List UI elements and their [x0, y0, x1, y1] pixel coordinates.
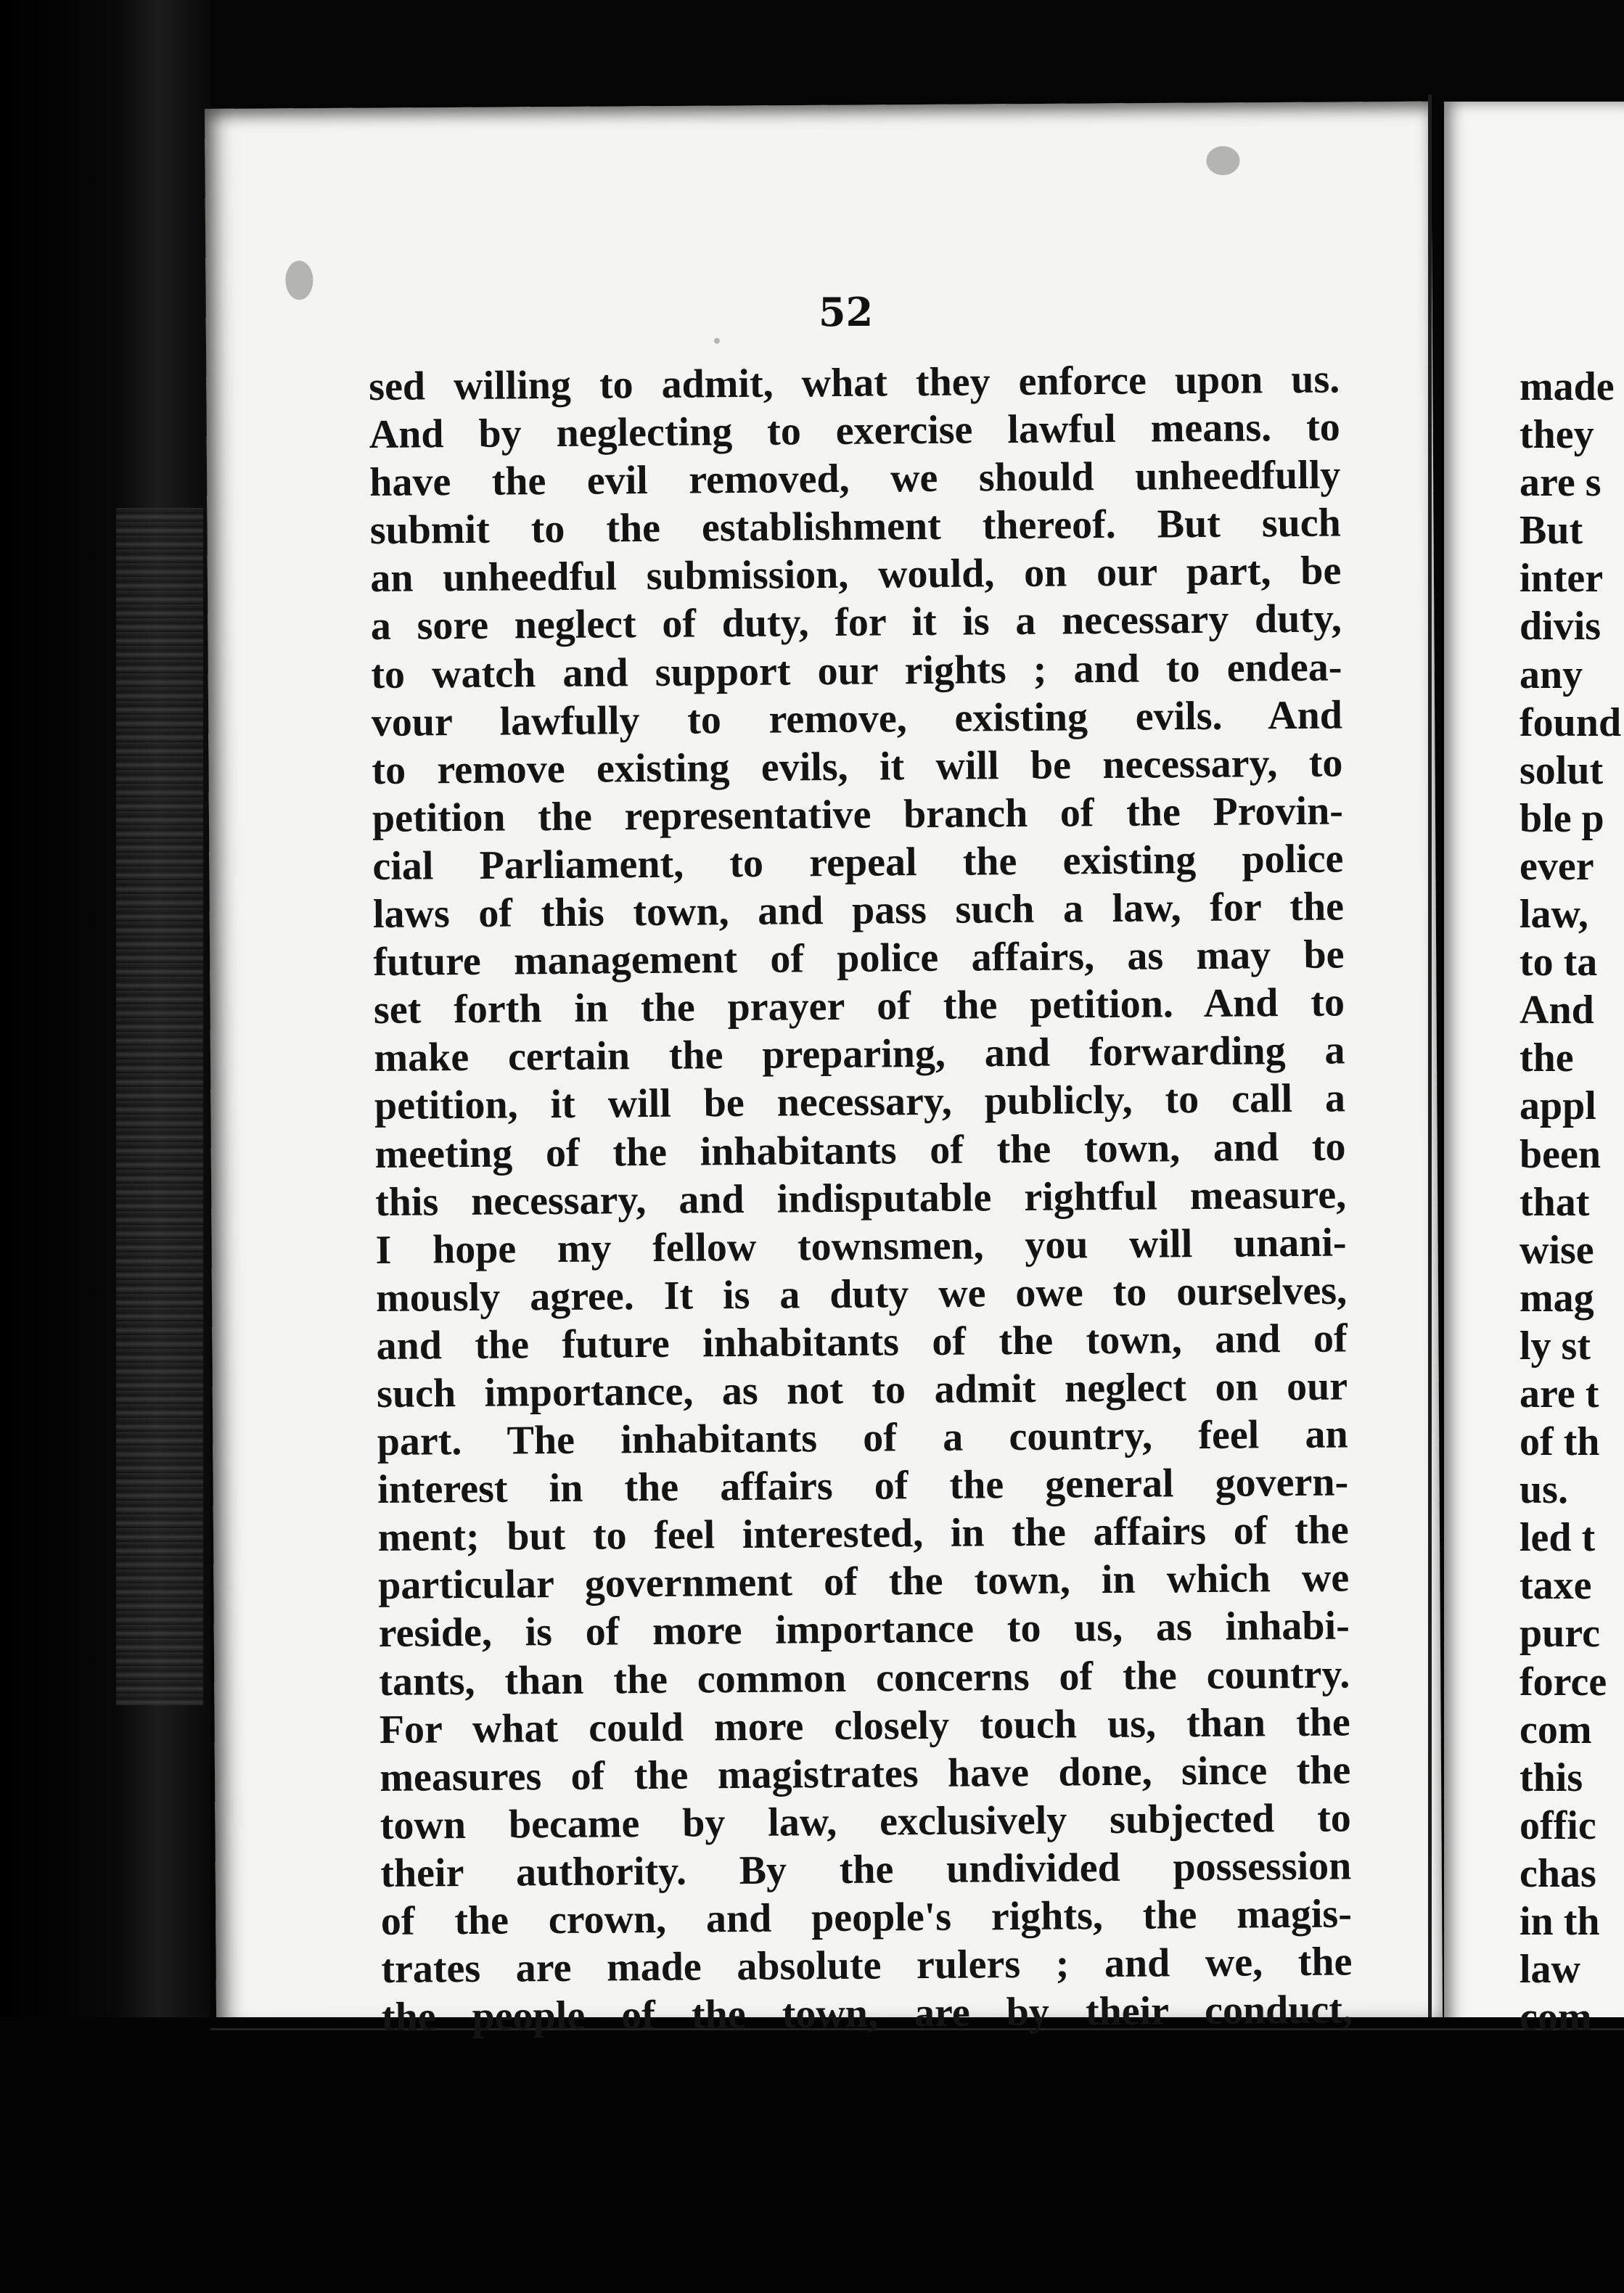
text-line-fragment: in th [1520, 1899, 1600, 1944]
text-line: meeting of the inhabitants of the town, and to [374, 1123, 1346, 1177]
text-line: mously agree. It is a duty we owe to ourselves, [375, 1268, 1348, 1321]
text-line: petition, it will be necessary, publicly, to call a [374, 1075, 1346, 1129]
text-line-fragment: chas [1520, 1850, 1596, 1896]
text-line: town became by law, exclusively subjected to [380, 1795, 1352, 1848]
text-line-fragment: But [1520, 508, 1583, 554]
text-line-fragment: com [1520, 1995, 1592, 2040]
text-line: tants, than the common concerns of the country. [379, 1651, 1350, 1705]
text-line-fragment: divis [1520, 604, 1602, 649]
right-page-fragment-text [1520, 363, 1624, 2041]
text-line-fragment: force [1520, 1659, 1607, 1705]
text-line: For what could more closely touch us, than the [379, 1699, 1350, 1752]
foxing-spot [714, 338, 720, 344]
page-gutter-line [1428, 94, 1432, 2032]
text-line: the people of the town, are by their conduct, [381, 1987, 1353, 2040]
page-edge-stack [116, 508, 203, 1705]
text-line: measures of the magistrates have done, since the [380, 1747, 1351, 1800]
text-line: particular government of the town, in which we [377, 1555, 1350, 1609]
text-line: this necessary, and indisputable rightful measure, [374, 1172, 1347, 1225]
text-line: have the evil removed, we should unheedfully [369, 452, 1341, 506]
text-line-fragment: that [1520, 1179, 1590, 1225]
text-line-fragment: led t [1520, 1515, 1596, 1561]
text-line: vour lawfully to remove, existing evils. And [371, 692, 1343, 745]
left-page-body-text [369, 355, 1353, 2041]
foxing-spot [285, 261, 313, 300]
text-line-fragment: solut [1520, 747, 1604, 793]
text-line: their authority. By the undivided possession [380, 1843, 1352, 1896]
text-line-fragment: the [1520, 1035, 1574, 1081]
text-line-fragment: purc [1520, 1611, 1600, 1657]
text-line-fragment: ly st [1520, 1323, 1591, 1369]
text-line-fragment: been [1520, 1131, 1601, 1177]
text-line: petition the representative branch of the Provin- [372, 788, 1344, 841]
text-line-fragment: ever [1520, 843, 1594, 889]
text-line: to watch and support our rights ; and to endea- [371, 644, 1342, 697]
text-line-fragment: they [1520, 412, 1594, 458]
text-line-fragment: mag [1520, 1275, 1594, 1321]
text-line-fragment: offic [1520, 1802, 1596, 1848]
text-line-fragment: law, [1520, 892, 1588, 938]
text-line: such importance, as not to admit neglect on our [376, 1363, 1348, 1416]
text-line: to remove existing evils, it will be necessary, to [372, 740, 1343, 793]
text-line-fragment: are s [1520, 460, 1602, 506]
text-line: make certain the preparing, and forwarding a [374, 1027, 1345, 1081]
text-line-fragment: And [1520, 988, 1594, 1033]
text-line-fragment: law [1520, 1947, 1580, 1993]
text-line: ment; but to feel interested, in the affairs of the [377, 1507, 1349, 1561]
text-line: submit to the establishment thereof. But such [369, 500, 1342, 554]
text-line-fragment: this [1520, 1755, 1583, 1800]
text-line-fragment: ble p [1520, 795, 1604, 841]
text-line-fragment: us. [1520, 1467, 1568, 1513]
text-line: I hope my fellow townsmen, you will unani- [375, 1220, 1347, 1273]
text-line: and the future inhabitants of the town, and of [376, 1316, 1348, 1369]
text-line: reside, is of more importance to us, as inhabi- [378, 1603, 1350, 1657]
foxing-spot [1206, 146, 1239, 175]
text-line: of the crown, and people's rights, the magis- [380, 1891, 1353, 1944]
text-line: set forth in the prayer of the petition. And to [373, 980, 1345, 1033]
page-number: 52 [819, 289, 874, 335]
scan-bottom-shadow [0, 2017, 1624, 2293]
text-line: part. The inhabitants of a country, feel an [377, 1411, 1348, 1465]
text-line-fragment: to ta [1520, 940, 1598, 985]
text-line: future management of police affairs, as may be [373, 932, 1345, 985]
text-line: laws of this town, and pass such a law, for the [372, 884, 1345, 938]
text-line-fragment: any [1520, 652, 1583, 697]
text-line-fragment: wise [1520, 1227, 1594, 1273]
text-line-fragment: made [1520, 364, 1615, 409]
text-line: cial Parliament, to repeal the existing police [372, 836, 1344, 889]
text-line-fragment: appl [1520, 1083, 1596, 1129]
text-line: sed willing to admit, what they enforce upon us. [369, 356, 1340, 409]
text-line-fragment: of th [1520, 1419, 1600, 1465]
text-line: interest in the affairs of the general govern- [377, 1459, 1349, 1513]
text-line-fragment: found [1520, 700, 1622, 745]
text-line-fragment: com [1520, 1707, 1592, 1752]
text-line-fragment: taxe [1520, 1563, 1592, 1609]
text-line: an unheedful submission, would, on our part, be [370, 548, 1342, 602]
text-line: trates are made absolute rulers ; and we, the [381, 1939, 1353, 1993]
text-line-fragment: are t [1520, 1371, 1599, 1416]
text-line: a sore neglect of duty, for it is a necessary duty, [370, 596, 1342, 649]
text-line-fragment: inter [1520, 556, 1604, 602]
text-line: And by neglecting to exercise lawful means. to [369, 404, 1340, 458]
